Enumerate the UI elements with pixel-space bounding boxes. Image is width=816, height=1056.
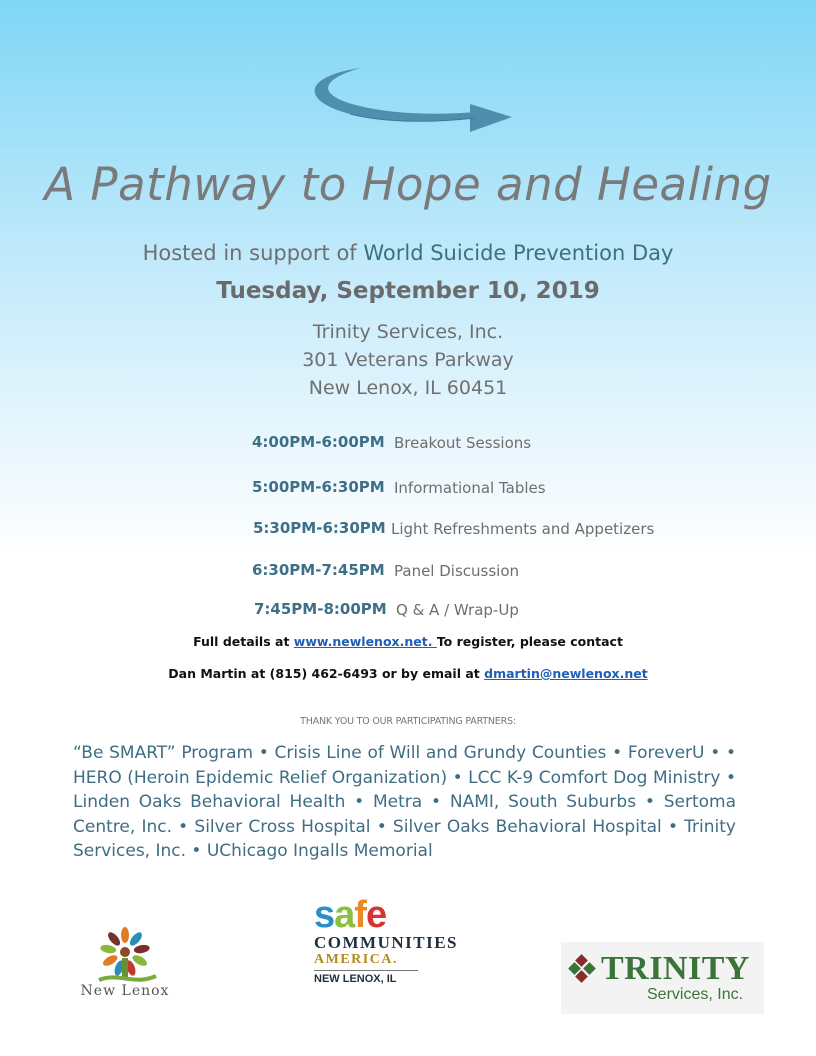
hosted-prefix: Hosted in support of xyxy=(142,241,364,265)
trinity-subtitle: Services, Inc. xyxy=(647,986,744,1003)
partners-heading: THANK YOU TO OUR PARTICIPATING PARTNERS: xyxy=(300,716,516,727)
safe-communities-logo xyxy=(314,896,484,1006)
new-lenox-logo-text: New Lenox xyxy=(80,983,170,999)
partners-list: “Be SMART” Program • Crisis Line of Will and Grundy Counties • ForeverU • • HERO (Heroin Epidemic Relief Organization) • LCC K-9 Comfort Dog Ministry • Linden Oaks Behavioral Health • Metra • NAMI, South Suburbs • Sertoma Centre, Inc. • Silver Cross Hospital • Silver Oaks Behavioral Hospital • Trinity Services, Inc. • UChicago Ingalls Memorial xyxy=(73,743,736,862)
schedule-desc-5: Q & A / Wrap-Up xyxy=(396,601,519,619)
safe-america-text: AMERICA. xyxy=(314,952,398,967)
schedule-time-1: 4:00PM-6:00PM xyxy=(252,433,385,451)
schedule-time-2: 5:00PM-6:30PM xyxy=(252,478,385,496)
event-date: Tuesday, September 10, 2019 xyxy=(216,278,600,304)
schedule-time-3: 5:30PM-6:30PM xyxy=(253,519,386,537)
hosted-line xyxy=(0,241,816,265)
schedule-desc-2: Informational Tables xyxy=(394,479,546,497)
safe-word: safe xyxy=(314,894,387,936)
trinity-name: TRINITY xyxy=(601,950,750,987)
safe-location-text: NEW LENOX, IL xyxy=(314,970,418,986)
schedule-desc-1: Breakout Sessions xyxy=(394,434,532,452)
details-prefix: Full details at xyxy=(193,634,294,649)
schedule-time-4: 6:30PM-7:45PM xyxy=(252,561,385,579)
details-line-2 xyxy=(0,666,816,681)
address-line-1: Trinity Services, Inc. xyxy=(312,321,504,343)
schedule-time-5: 7:45PM-8:00PM xyxy=(254,600,387,618)
page-title: A Pathway to Hope and Healing xyxy=(44,158,772,211)
contact-text: Dan Martin at (815) 462-6493 or by email at xyxy=(168,666,485,681)
trinity-services-logo xyxy=(561,942,764,1014)
details-line-1 xyxy=(0,634,816,649)
trinity-diamond-icon xyxy=(567,954,597,984)
details-register: To register, please contact xyxy=(436,634,623,649)
email-link[interactable]: dmartin@newlenox.net xyxy=(484,666,648,681)
address-line-2: 301 Veterans Parkway xyxy=(302,349,514,371)
swirl-arrow-graphic xyxy=(290,60,530,140)
schedule-desc-3: Light Refreshments and Appetizers xyxy=(391,520,655,538)
hosted-highlight: World Suicide Prevention Day xyxy=(363,241,674,265)
schedule-desc-4: Panel Discussion xyxy=(394,562,520,580)
website-link[interactable]: www.newlenox.net. xyxy=(293,634,437,649)
safe-communities-text: COMMUNITIES xyxy=(314,933,459,952)
address-line-3: New Lenox, IL 60451 xyxy=(308,377,508,399)
